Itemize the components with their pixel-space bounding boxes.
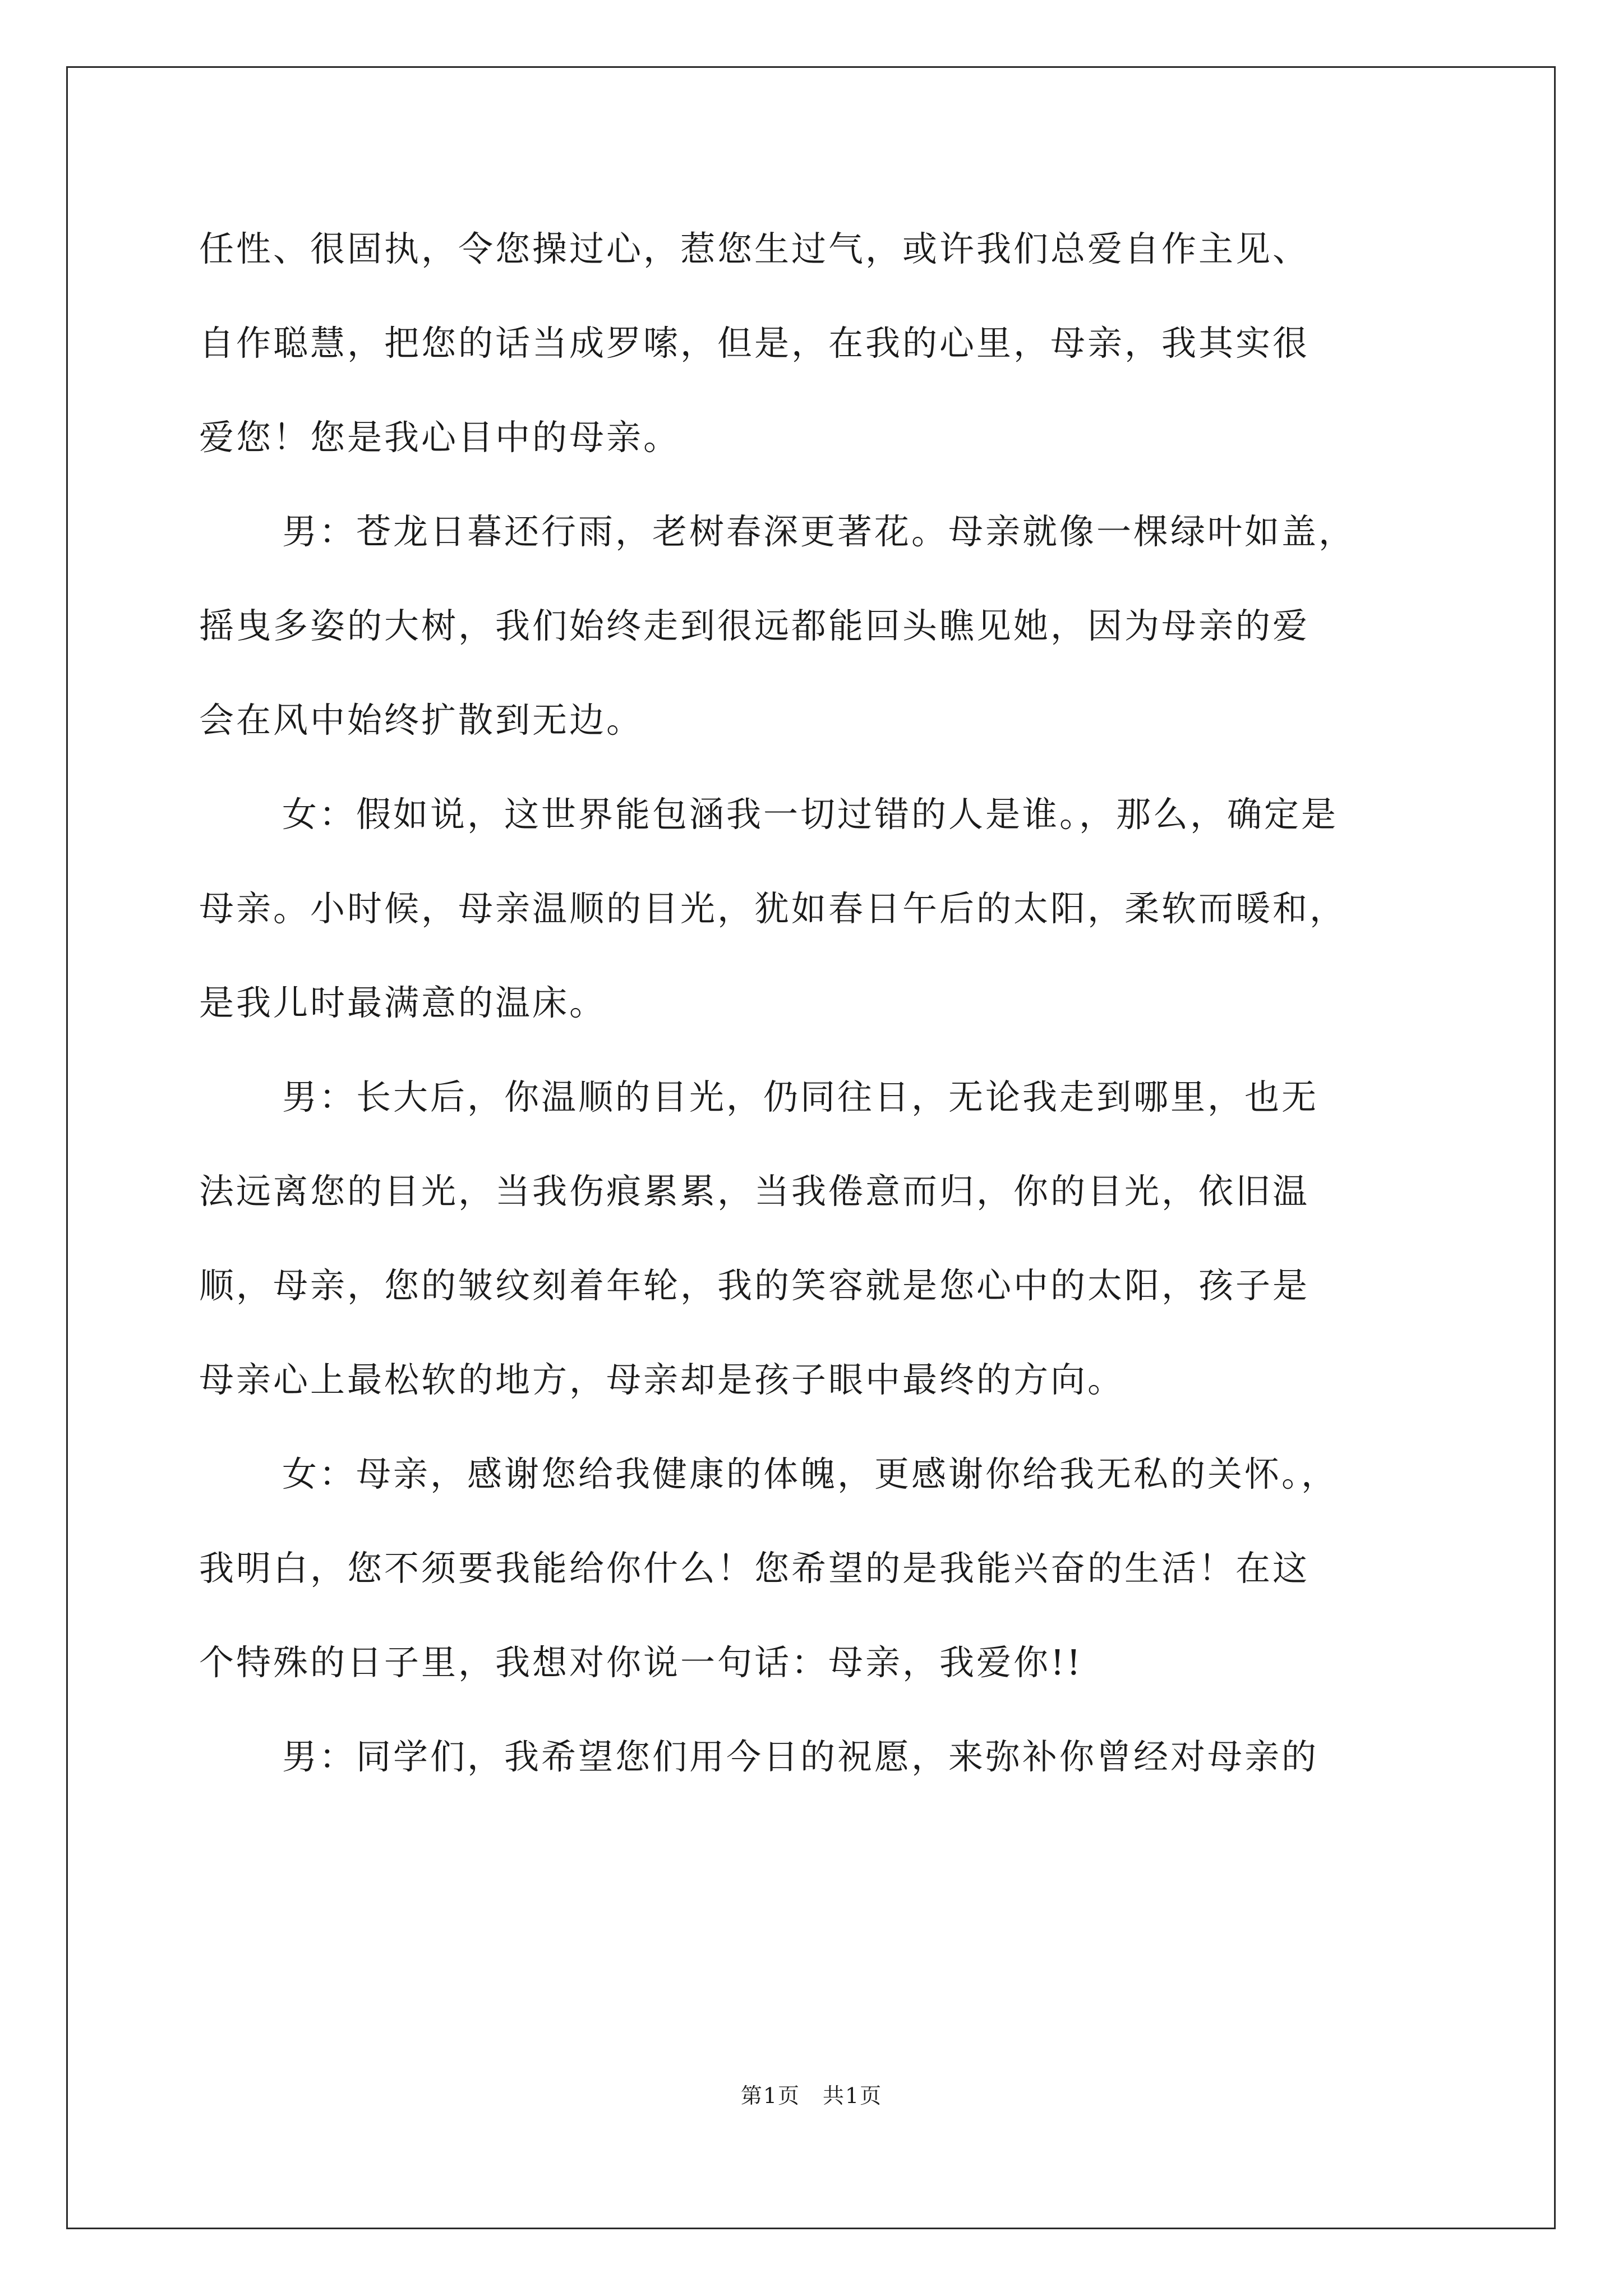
paragraph-start-line: 男：苍龙日暮还行雨，老树春深更著花。母亲就像一棵绿叶如盖，: [282, 511, 1356, 552]
paragraph-start-line: 男：长大后，你温顺的目光，仍同往日，无论我走到哪里，也无: [282, 1076, 1319, 1117]
document-body: [199, 202, 1433, 1804]
paragraph-start-line: 男：同学们，我希望您们用今日的祝愿，来弥补你曾经对母亲的: [282, 1736, 1319, 1777]
page-footer: 第1页 共1页: [740, 2083, 883, 2108]
text-line: 母亲。小时候，母亲温顺的目光，犹如春日午后的太阳，柔软而暖和，: [199, 888, 1347, 929]
text-line: 爱您！您是我心目中的母亲。: [199, 417, 681, 458]
paragraph-start-line: 女：假如说，这世界能包涵我一切过错的人是谁。，那么，确定是: [282, 794, 1339, 835]
text-line: 自作聪慧，把您的话当成罗嗦，但是，在我的心里，母亲，我其实很: [199, 323, 1310, 364]
text-line: 法远离您的目光，当我伤痕累累，当我倦意而归，你的目光，依旧温: [199, 1171, 1310, 1212]
text-line: 母亲心上最松软的地方，母亲却是孩子眼中最终的方向。: [199, 1359, 1125, 1400]
text-line: 个特殊的日子里，我想对你说一句话：母亲，我爱你!!: [199, 1642, 1083, 1683]
text-line: 摇曳多姿的大树，我们始终走到很远都能回头瞧见她，因为母亲的爱: [199, 605, 1310, 646]
text-line: 是我儿时最满意的温床。: [199, 982, 607, 1023]
text-line: 任性、很固执，令您操过心，惹您生过气，或许我们总爱自作主见、: [199, 228, 1310, 269]
text-line: 顺，母亲，您的皱纹刻着年轮，我的笑容就是您心中的太阳，孩子是: [199, 1265, 1310, 1306]
paragraph-start-line: 女：母亲，感谢您给我健康的体魄，更感谢你给我无私的关怀。，: [282, 1453, 1339, 1494]
text-line: 会在风中始终扩散到无边。: [199, 700, 644, 740]
text-line: 我明白，您不须要我能给你什么！您希望的是我能兴奋的生活！在这: [199, 1548, 1310, 1589]
